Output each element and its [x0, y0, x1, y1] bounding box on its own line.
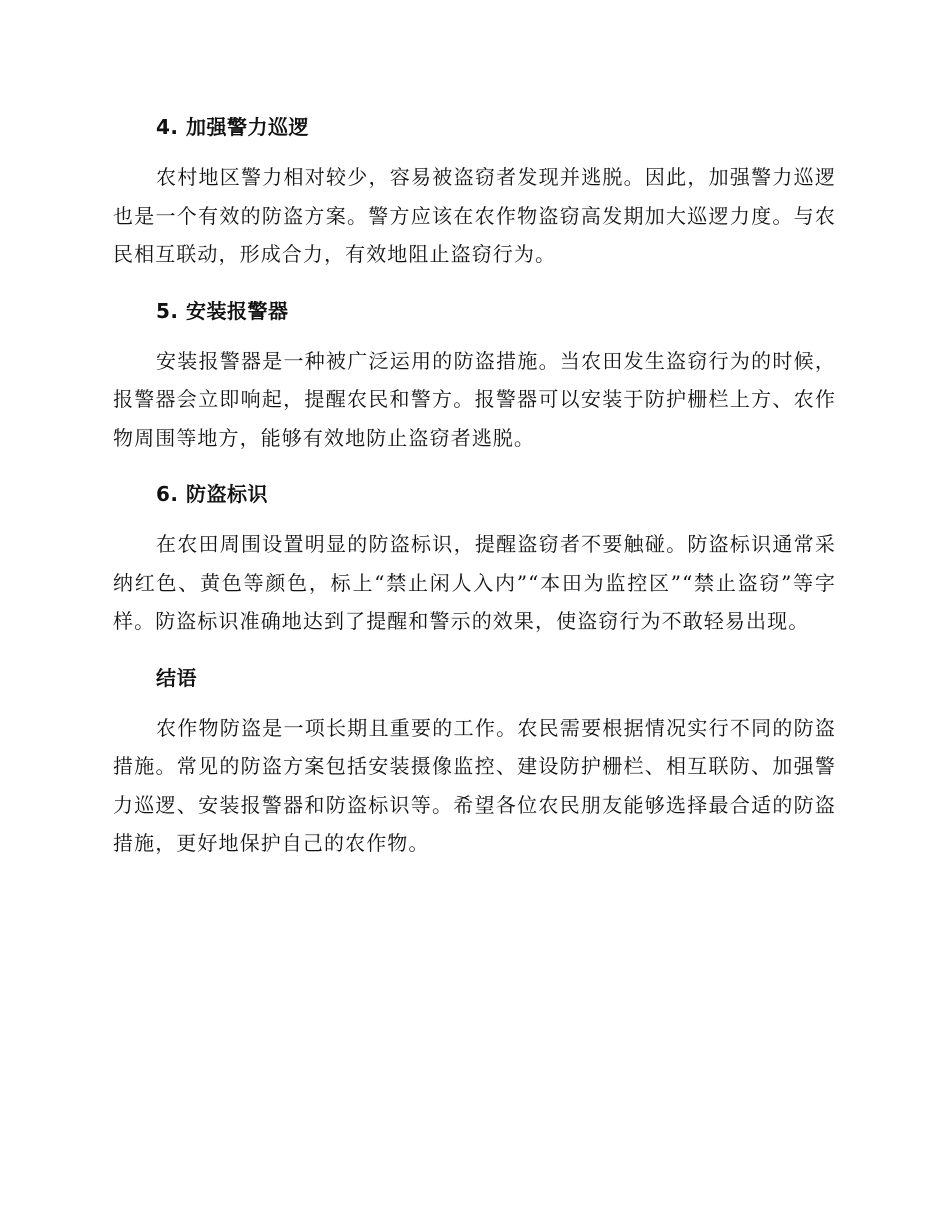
section-heading: 5. 安装报警器 [156, 298, 289, 323]
section-heading: 结语 [156, 665, 197, 690]
section-paragraph: 在农田周围设置明显的防盗标识，提醒盗窃者不要触碰。防盗标识通常采纳红色、黄色等颜色，标上“禁止闲人入内”“本田为监控区”“禁止盗窃”等字样。防盗标识准确地达到了提醒和警示的效果，使盗窃行为不敢轻易出现。 [113, 532, 836, 633]
section-heading: 4. 加强警力巡逻 [156, 115, 309, 139]
section-paragraph: 农村地区警力相对较少，容易被盗窃者发现并逃脱。因此，加强警力巡逻也是一个有效的防盗方案。警方应该在农作物盗窃高发期加大巡逻力度。与农民相互联动，形成合力，有效地阻止盗窃行为。 [113, 165, 836, 266]
section-paragraph: 安装报警器是一种被广泛运用的防盗措施。当农田发生盗窃行为的时候，报警器会立即响起，提醒农民和警方。报警器可以安装于防护栅栏上方、农作物周围等地方，能够有效地防止盗窃者逃脱。 [113, 348, 836, 450]
section-alarm [113, 292, 836, 458]
document-body [113, 108, 836, 881]
section-signs [113, 475, 836, 641]
section-heading: 6. 防盗标识 [156, 482, 268, 506]
section-patrol [113, 108, 836, 274]
section-paragraph: 农作物防盗是一项长期且重要的工作。农民需要根据情况实行不同的防盗措施。常见的防盗方案包括安装摄像监控、建设防护栅栏、相互联防、加强警力巡逻、安装报警器和防盗标识等。希望各位农民朋友能够选择最合适的防盗措施，更好地保护自己的农作物。 [113, 715, 836, 855]
section-conclusion [113, 659, 836, 863]
